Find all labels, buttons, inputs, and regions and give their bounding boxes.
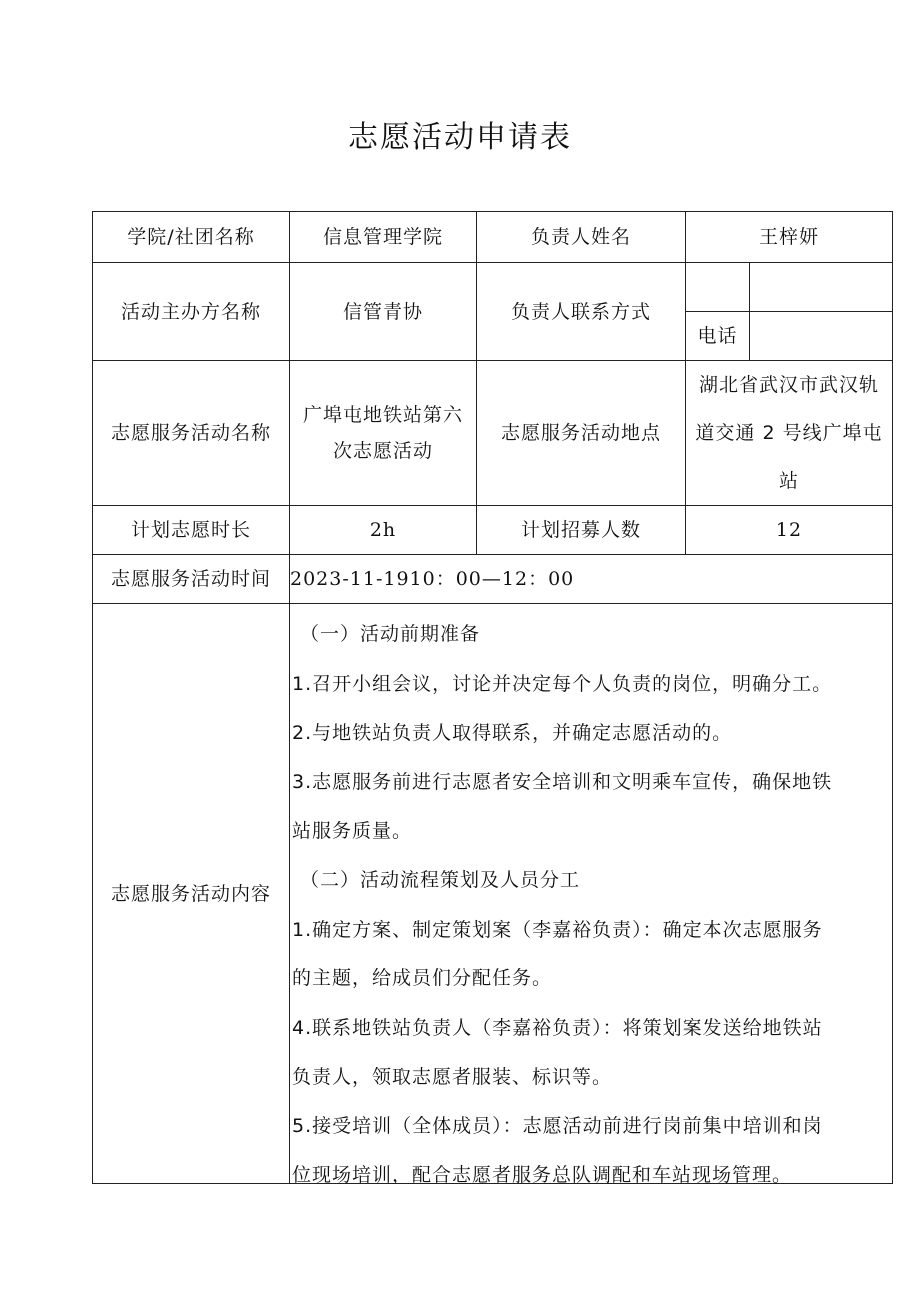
content-line: 4.联系地铁站负责人（李嘉裕负责）：将策划案发送给地铁站 — [292, 1017, 823, 1039]
recruit-label: 计划招募人数 — [520, 519, 641, 541]
leader-label: 负责人姓名 — [530, 226, 631, 248]
content-line: 5.接受培训（全体成员）：志愿活动前进行岗前集中培训和岗 — [292, 1115, 823, 1137]
content-line: 3.志愿服务前进行志愿者安全培训和文明乘车宣传，确保地铁 — [292, 771, 833, 793]
phone-sub-divider-vertical — [749, 262, 750, 360]
content-line: （一）活动前期准备 — [300, 623, 481, 645]
content-body — [292, 614, 890, 1184]
location-line: 道交通 2 号线广埠屯 — [695, 422, 883, 444]
activity-name-label: 志愿服务活动名称 — [110, 422, 271, 444]
organizer-label: 活动主办方名称 — [120, 300, 261, 323]
activity-name-line: 广埠屯地铁站第六 — [302, 404, 463, 426]
contact-label: 负责人联系方式 — [510, 300, 651, 323]
time-label: 志愿服务活动时间 — [110, 568, 271, 590]
activity-name-line: 次志愿活动 — [332, 440, 433, 462]
college-value: 信息管理学院 — [322, 226, 443, 248]
location-label: 志愿服务活动地点 — [500, 422, 661, 444]
content-line: 负责人，领取志愿者服装、标识等。 — [292, 1066, 613, 1088]
activity-name-value — [290, 361, 476, 505]
location-line: 湖北省武汉市武汉轨 — [698, 374, 879, 396]
college-label: 学院/社团名称 — [127, 226, 255, 248]
recruit-value: 12 — [775, 519, 803, 541]
content-line: 2.与地铁站负责人取得联系，并确定志愿活动的。 — [292, 722, 733, 744]
leader-value: 王梓妍 — [758, 226, 819, 248]
content-line: 的主题，给成员们分配任务。 — [292, 967, 553, 989]
organizer-value: 信管青协 — [342, 300, 423, 323]
duration-label: 计划志愿时长 — [130, 519, 251, 541]
duration-value: 2h — [369, 519, 397, 541]
location-line: 站 — [778, 470, 799, 492]
content-line: 1.召开小组会议，讨论并决定每个人负责的岗位，明确分工。 — [292, 673, 833, 695]
time-value: 2023-11-1910：00—12：00 — [290, 568, 575, 590]
content-line: 位现场培训，配合志愿者服务总队调配和车站现场管理。 — [292, 1164, 793, 1184]
content-line: 站服务质量。 — [292, 820, 413, 842]
page-title: 志愿活动申请表 — [348, 120, 572, 155]
content-line: 1.确定方案、制定策划案（李嘉裕负责）：确定本次志愿服务 — [292, 919, 823, 941]
table-border-right — [892, 211, 893, 1184]
content-line: （二）活动流程策划及人员分工 — [300, 869, 581, 891]
content-label: 志愿服务活动内容 — [110, 882, 271, 905]
location-value — [686, 361, 892, 505]
phone-label: 电话 — [697, 325, 738, 347]
